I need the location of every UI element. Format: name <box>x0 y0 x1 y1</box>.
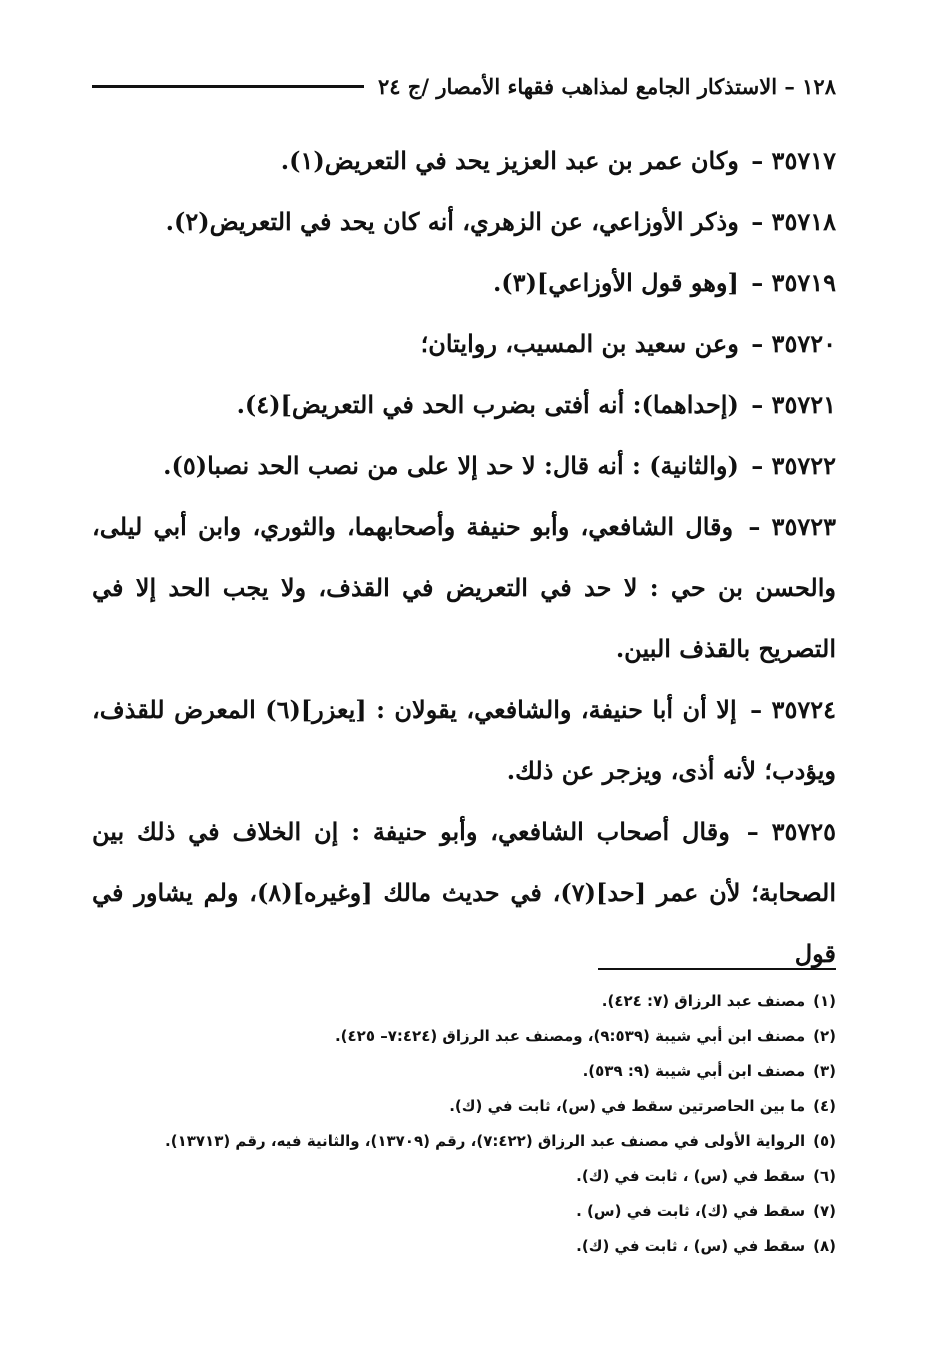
running-header <box>92 74 836 99</box>
paragraph-35719 <box>92 252 836 313</box>
main-text <box>92 130 836 984</box>
footnote-item <box>76 1089 836 1124</box>
footnote-number: (٤) <box>813 1097 836 1115</box>
paragraph-35717 <box>92 130 836 191</box>
paragraph-number: ٣٥٧٢٣ – <box>748 512 836 541</box>
footnote-text: الرواية الأولى في مصنف عبد الرزاق (٧:٤٢٢)، رقم (١٣٧٠٩)، والثانية فيه، رقم (١٣٧١٣). <box>165 1132 806 1150</box>
footnote-text: ما بين الحاصرتين سقط في (س)، ثابت في (ك). <box>449 1097 806 1115</box>
paragraph-35721 <box>92 374 836 435</box>
paragraph-35720 <box>92 313 836 374</box>
footnote-text: مصنف ابن أبي شيبة (٩: ٥٣٩). <box>582 1062 806 1080</box>
paragraph-35723 <box>92 496 836 679</box>
footnote-text: سقط في (ك)، ثابت في (س) . <box>576 1202 806 1220</box>
footnote-number: (٦) <box>813 1167 836 1185</box>
footnote-item <box>76 1194 836 1229</box>
paragraph-text: وقال الشافعي، وأبو حنيفة وأصحابهما، والثوري، وابن أبي ليلى، والحسن بن حي : لا حد في التعريض في القذف، ولا يجب الحد إلا في التصريح بالقذف البين. <box>92 512 837 663</box>
paragraph-text: وعن سعيد بن المسيب، روايتان؛ <box>420 329 739 358</box>
footnote-separator <box>598 968 836 970</box>
footnote-item <box>76 1019 836 1054</box>
footnote-number: (٣) <box>813 1062 836 1080</box>
header-title: ١٢٨ – الاستذكار الجامع لمذاهب فقهاء الأمصار /ج ٢٤ <box>377 74 836 99</box>
paragraph-text: وكان عمر بن عبد العزيز يحد في التعريض(١). <box>280 146 739 175</box>
paragraph-number: ٣٥٧٢٤ – <box>750 695 836 724</box>
paragraph-35718 <box>92 191 836 252</box>
paragraph-number: ٣٥٧١٨ – <box>751 207 836 236</box>
paragraph-number: ٣٥٧٢٠ – <box>751 329 836 358</box>
footnote-text: مصنف ابن أبي شيبة (٩:٥٣٩)، ومصنف عبد الرزاق (٧:٤٢٤– ٤٢٥). <box>334 1027 806 1045</box>
paragraph-text: [وهو قول الأوزاعي](٣). <box>492 268 739 297</box>
footnote-number: (٧) <box>813 1202 836 1220</box>
footnotes <box>76 984 836 1264</box>
footnote-item <box>76 1124 836 1159</box>
footnote-number: (١) <box>813 992 836 1010</box>
paragraph-text: (إحداهما): أنه أفتى بضرب الحد في التعريض](٤). <box>236 390 739 419</box>
footnote-text: مصنف عبد الرزاق (٧: ٤٢٤). <box>601 992 806 1010</box>
paragraph-number: ٣٥٧٢٥ – <box>746 817 837 846</box>
paragraph-35722 <box>92 435 836 496</box>
footnote-item <box>76 1229 836 1264</box>
paragraph-text: (والثانية) : أنه قال: لا حد إلا على من نصب الحد نصبا(٥). <box>163 451 739 480</box>
header-rule <box>92 85 364 88</box>
footnote-number: (٢) <box>813 1027 836 1045</box>
paragraph-text: وذكر الأوزاعي، عن الزهري، أنه كان يحد في التعريض(٢). <box>165 207 739 236</box>
footnote-item <box>76 1054 836 1089</box>
footnote-item <box>76 984 836 1019</box>
paragraph-number: ٣٥٧٢٢ – <box>751 451 836 480</box>
footnote-item <box>76 1159 836 1194</box>
paragraph-text: إلا أن أبا حنيفة، والشافعي، يقولان : [يعزر](٦) المعرض للقذف، ويؤدب؛ لأنه أذى، ويزجر عن ذلك. <box>92 695 836 785</box>
paragraph-35724 <box>92 679 836 801</box>
footnote-text: سقط في (س) ، ثابت في (ك). <box>576 1167 806 1185</box>
footnote-number: (٥) <box>813 1132 836 1150</box>
paragraph-number: ٣٥٧١٧ – <box>751 146 836 175</box>
paragraph-35725 <box>92 801 836 984</box>
footnote-number: (٨) <box>813 1237 836 1255</box>
paragraph-number: ٣٥٧٢١ – <box>751 390 836 419</box>
footnote-text: سقط في (س) ، ثابت في (ك). <box>576 1237 806 1255</box>
paragraph-text: وقال أصحاب الشافعي، وأبو حنيفة : إن الخلاف في ذلك بين الصحابة؛ لأن عمر [حد](٧)، في حديث مالك [وغيره](٨)، ولم يشاور في قول <box>92 817 837 968</box>
paragraph-number: ٣٥٧١٩ – <box>751 268 836 297</box>
